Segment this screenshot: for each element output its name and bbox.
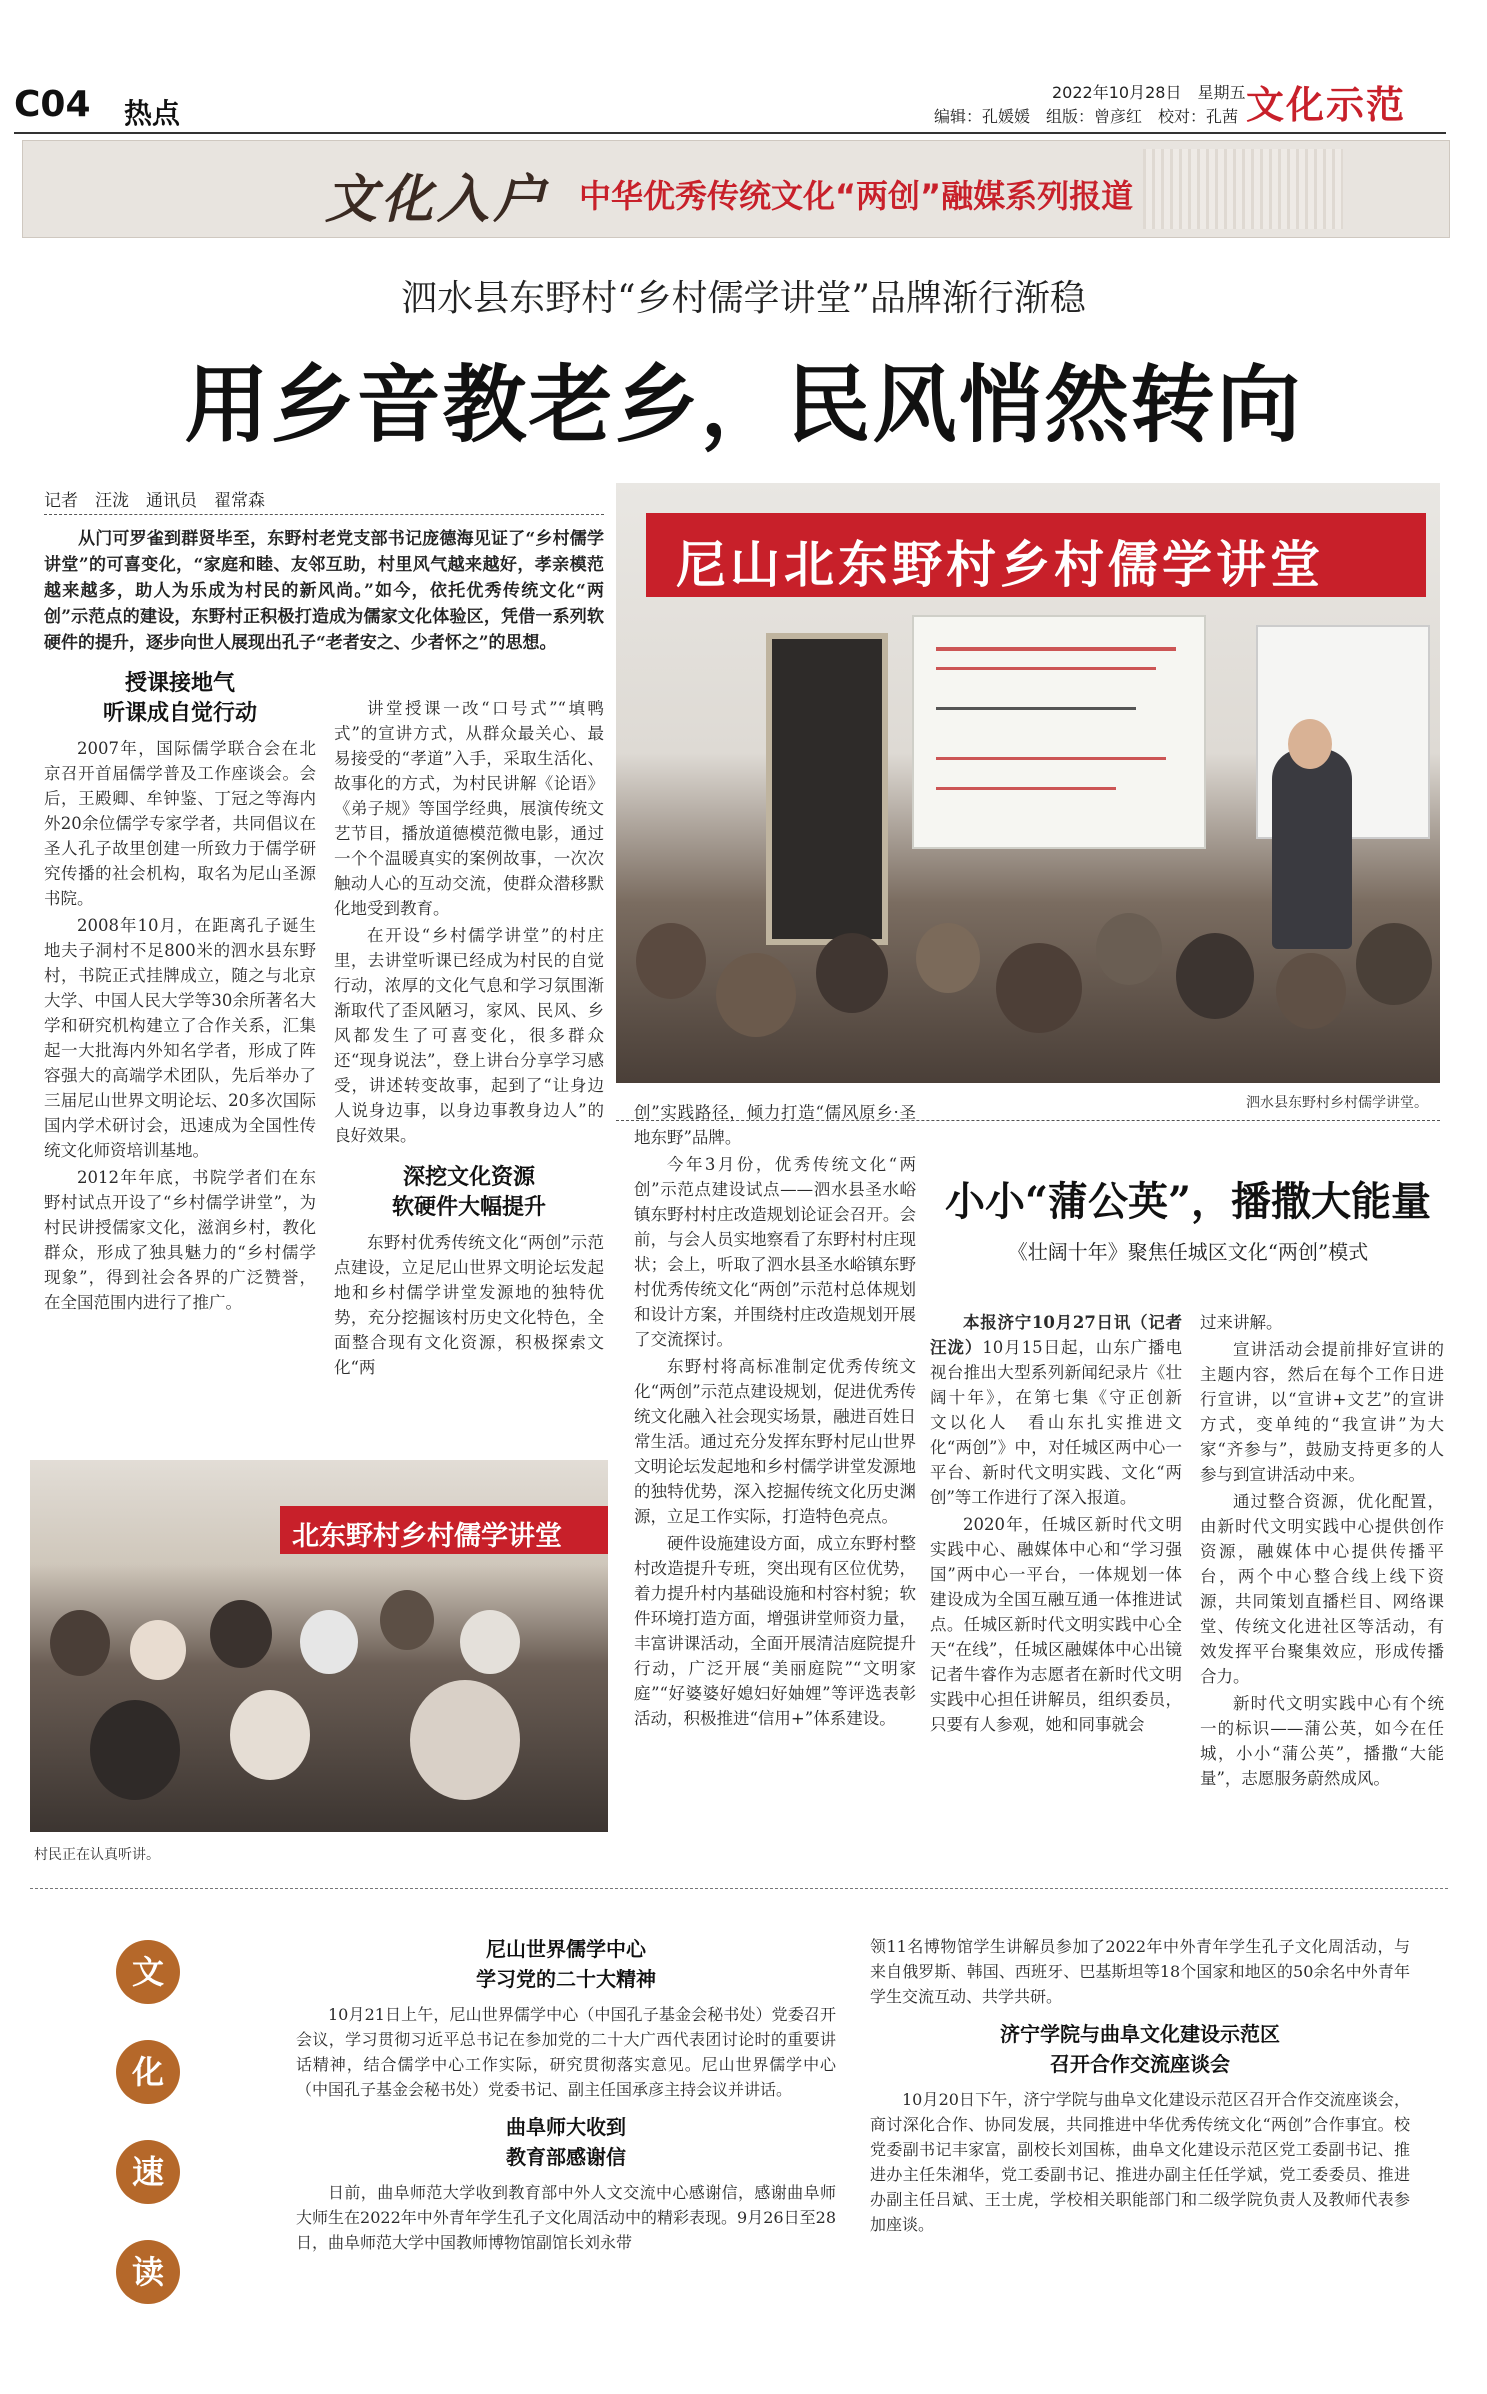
brief-col-2 [870,1934,1410,2239]
badge-char: 读 [116,2240,180,2304]
second-subtitle: 《壮阔十年》聚焦任城区文化“两创”模式 [1007,1240,1369,1264]
second-headline: 小小“蒲公英”，播撒大能量 [944,1178,1431,1225]
photo2-caption: 村民正在认真听讲。 [34,1847,160,1863]
brief-title: 尼山世界儒学中心 学习党的二十大精神 [476,1937,656,1991]
photo-banner-text: 尼山北东野村乡村儒学讲堂 [676,535,1324,594]
paragraph: 讲堂授课一改“口号式”“填鸭式”的宣讲方式，从群众最关心、最易接受的“孝道”入手，采取生活化、故事化的方式，为村民讲解《论语》《弟子规》等国学经典，展演传统文艺节目，播放道德模范微电影，通过一个个温暖真实的案例故事，一次次触动人心的互动交流，使群众潜移默化地受到教育。 [334,699,604,918]
paragraph: 通过整合资源，优化配置，由新时代文明实践中心提供创作资源，融媒体中心提供传播平台，两个中心整合线上线下资源，共同策划直播栏目、网络课堂、传统文化进社区等活动，有效发挥平台聚集效应，形成传播合力。 [1200,1492,1444,1686]
paper-logo: 文化示范 [1246,82,1407,127]
paragraph: 东野村将高标准制定优秀传统文化“两创”示范点建设规划，促进优秀传统文化融入社会现实场景，融进百姓日常生活。通过充分发挥东野村尼山世界文明论坛发起地和乡村儒学讲堂发源地的独特优势，深入挖掘传统文化历史渊源，立足工作实际，打造特色亮点。 [634,1357,916,1526]
badge-char: 文 [116,1940,180,2004]
page-code: C04 [14,84,91,125]
second-col-2 [1200,1310,1444,1793]
paragraph: 过来讲解。 [1200,1313,1283,1332]
brief-title: 曲阜师大收到 教育部感谢信 [506,2115,626,2169]
photo-lecture-hall [616,483,1440,1083]
series-banner [22,140,1450,238]
paragraph: 在开设“乡村儒学讲堂”的村庄里，去讲堂听课已经成为村民的自觉行动，浓厚的文化气息和学习氛围渐渐取代了歪风陋习，家风、民风、乡风都发生了可喜变化，很多群众还“现身说法”，登上讲台分享学习感受，讲述转变故事，起到了“让身边人说身边事，以身边事教身边人”的良好效果。 [334,926,604,1145]
dateline: 本报济宁10月27日讯（记者 汪泷） [930,1313,1199,1357]
paragraph: 创”实践路径，倾力打造“儒风原乡·圣地东野”品牌。 [634,1103,916,1147]
banner-art-decoration [1143,149,1343,229]
paragraph: 新时代文明实践中心有个统一的标识——蒲公英，如今在任城，小小“蒲公英”，播撒“大能量”，志愿服务蔚然成风。 [1200,1694,1444,1788]
paragraph: 东野村优秀传统文化“两创”示范点建设，立足尼山世界文明论坛发起地和乡村儒学讲堂发源地的独特优势，充分挖掘该村历史文化特色，全面整合现有文化资源，积极探索文化“两 [334,1233,604,1377]
banner-title: 中华优秀传统文化“两创”融媒系列报道 [579,177,1134,215]
editors-credit: 编辑：孔媛媛 组版：曾彦红 校对：孔茜 [934,107,1239,126]
main-col-2 [334,696,604,1382]
byline-rule [44,514,604,515]
second-col-1 [930,1310,1199,1739]
badge-char: 化 [116,2040,180,2104]
paragraph: 今年3月份，优秀传统文化“两创”示范点建设试点——泗水县圣水峪镇东野村村庄改造规划论证会召开。会前，与会人员实地察看了东野村村庄现状；会上，听取了泗水县圣水峪镇东野村优秀传统文化“两创”示范村总体规划和设计方案，并围绕村庄改造规划开展了交流探讨。 [634,1155,916,1349]
speaker-head [1288,719,1332,769]
badge-char: 速 [116,2140,180,2204]
lead-text: 从门可罗雀到群贤毕至，东野村老党支部书记庞德海见证了“乡村儒学讲堂”的可喜变化，“家庭和睦、友邻互助，村里风气越来越好，孝亲模范越来越多，助人为乐成为村民的新风尚。”如今，依托优秀传统文化“两创”示范点的建设，东野村正积极打造成为儒家文化体验区，凭借一系列软硬件的提升，逐步向世人展现出孔子“老者安之、少者怀之”的思想。 [44,529,604,653]
subhead-1: 授课接地气 听课成自觉行动 [102,670,257,726]
brief-title: 济宁学院与曲阜文化建设示范区 召开合作交流座谈会 [1000,2022,1280,2076]
paragraph: 宣讲活动会提前排好宣讲的主题内容，然后在每个工作日进行宣讲，以“宣讲+文艺”的宣讲方式，变单纯的“我宣讲”为大家“齐参与”，鼓励支持更多的人参与到宣讲活动中来。 [1200,1340,1444,1484]
paragraph [930,1310,1199,1510]
photo2-banner-text: 北东野村乡村儒学讲堂 [292,1521,562,1552]
brief-body: 领11名博物馆学生讲解员参加了2022年中外青年学生孔子文化周活动，与来自俄罗斯、韩国、西班牙、巴基斯坦等18个国家和地区的50余名中外青年学生交流互动、共学共研。 [870,1937,1410,2006]
paragraph: 2008年10月，在距离孔子诞生地夫子洞村不足800米的泗水县东野村，书院正式挂牌成立，随之与北京大学、中国人民大学等30余所著名大学和研究机构建立了合作关系，汇集起一大批海内外知名学者，形成了阵容强大的高端学术团队，先后举办了三届尼山世界文明论坛、20多次国际国内学术研讨会，迅速成为全国性传统文化师资培训基地。 [44,916,316,1160]
paragraph: 2007年，国际儒学联合会在北京召开首届儒学普及工作座谈会。会后，王殿卿、牟钟鉴、丁冠之等海内外20余位儒学专家学者，共同倡议在圣人孔子故里创建一所致力于儒学研究传播的社会机构，取名为尼山圣源书院。 [44,739,316,908]
paragraph: 硬件设施建设方面，成立东野村整村改造提升专班，突出现有区位优势，着力提升村内基础设施和村容村貌；软件环境打造方面，增强讲堂师资力量，丰富讲课活动，全面开展清洁庭院提升行动，广泛开展“美丽庭院”“文明家庭”“好婆婆好媳妇好妯娌”等评选表彰活动，积极推进“信用+”体系建设。 [634,1534,916,1728]
brief-section-top-rule [30,1888,1448,1889]
lead-paragraph [44,526,604,656]
section-name: 热点 [124,97,181,130]
paragraph-text: 10月15日起，山东广播电视台推出大型系列新闻纪录片《壮阔十年》，在第七集《守正创新 文以化人 看山东扎实推进文化“两创”》中，对任城区两中心一平台、新时代文明实践、文化“两创”等工作进行了深入报道。 [930,1338,1199,1507]
photo1-caption: 泗水县东野村乡村儒学讲堂。 [1246,1095,1428,1111]
brief-body: 10月20日下午，济宁学院与曲阜文化建设示范区召开合作交流座谈会，商讨深化合作、协同发展，共同推进中华优秀传统文化“两创”合作事宜。校党委副书记丰家富，副校长刘国栋，曲阜文化建设示范区党工委副书记、推进办主任朱湘华，党工委副书记、推进办副主任任学斌，党工委委员、推进办副主任吕斌、王士虎，学校相关职能部门和二级学院负责人及教师代表参加座谈。 [870,2090,1410,2234]
masthead-rule [14,132,1446,134]
main-headline: 用乡音教老乡，民风悄然转向 [184,355,1303,454]
subhead-2: 深挖文化资源 软硬件大幅提升 [391,1164,546,1220]
projection-screen [912,615,1206,849]
brief-body: 10月21日上午，尼山世界儒学中心（中国孔子基金会秘书处）党委召开会议，学习贯彻习近平总书记在参加党的二十大广西代表团讨论时的重要讲话精神，结合儒学中心工作实际，研究贯彻落实意见。尼山世界儒学中心（中国孔子基金会秘书处）党委书记、副主任国承彦主持会议并讲话。 [296,2005,836,2099]
brief-body: 日前，曲阜师范大学收到教育部中外人文交流中心感谢信，感谢曲阜师大师生在2022年中外青年学生孔子文化周活动中的精彩表现。9月26日至28日，曲阜师范大学中国教师博物馆副馆长刘永带 [296,2183,836,2252]
banner-logo: 文化入户 [325,169,550,230]
issue-date: 2022年10月28日 星期五 [1052,83,1246,102]
paragraph: 2020年，任城区新时代文明实践中心、融媒体中心和“学习强国”两中心一平台，一体规划一体建设成为全国互融互通一体推进试点。任城区新时代文明实践中心全天“在线”，任城区融媒体中心出镜记者牛睿作为志愿者在新时代文明实践中心担任讲解员，组织委员，只要有人参观，她和同事就会 [930,1515,1182,1734]
kicker: 泗水县东野村“乡村儒学讲堂”品牌渐行渐稳 [401,278,1086,319]
main-col-1 [44,668,316,1317]
byline: 记者 汪泷 通讯员 翟常森 [44,491,265,511]
paragraph: 2012年年底，书院学者们在东野村试点开设了“乡村儒学讲堂”，为村民讲授儒家文化，滋润乡村，教化群众，形成了独具魅力的“乡村儒学现象”，得到社会各界的广泛赞誉，在全国范围内进行了推广。 [44,1168,316,1312]
speaker-figure [1272,749,1352,949]
main-col-3 [634,1100,916,1733]
brief-col-1 [296,1934,836,2257]
confucius-scroll [766,633,888,945]
photo-villagers [30,1460,608,1832]
